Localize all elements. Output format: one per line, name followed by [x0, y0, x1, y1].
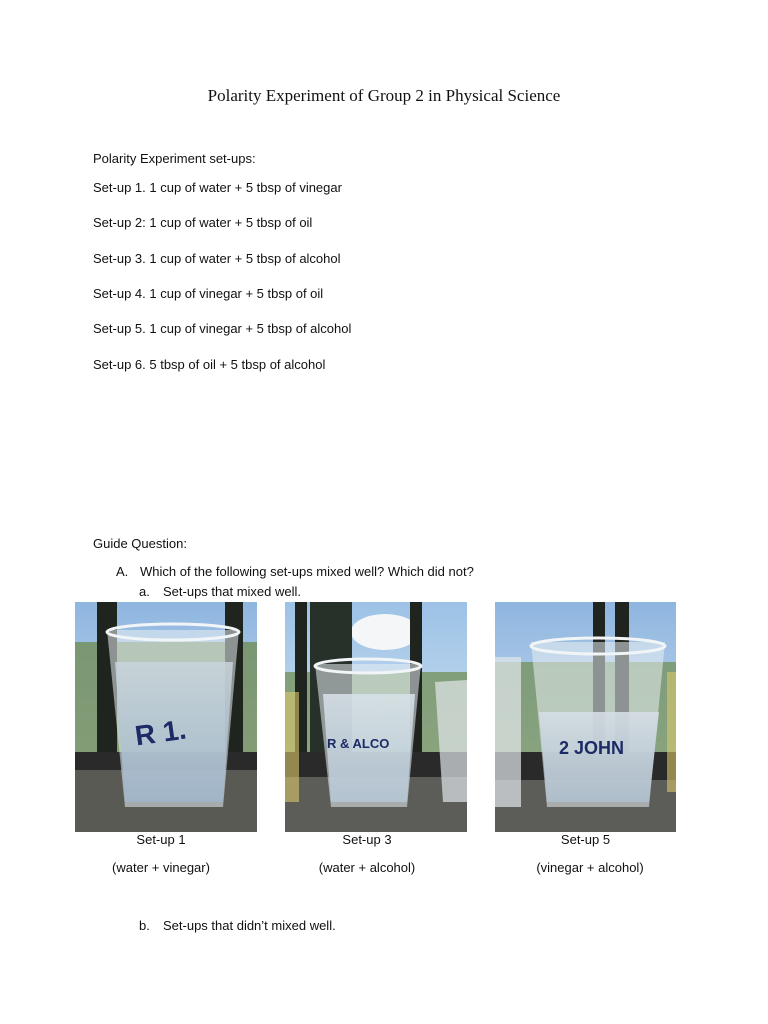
document-title: Polarity Experiment of Group 2 in Physical Science — [207, 86, 561, 105]
subcaption-setup-3: (water + alcohol) — [318, 860, 416, 875]
sub-question-b-marker: b. — [139, 918, 150, 933]
caption-setup-5: Set-up 5 — [560, 832, 611, 847]
sub-question-b-text: Set-ups that didn’t mixed well. — [163, 918, 336, 933]
question-a — [116, 564, 474, 579]
cup-label-setup-3: R & ALCO — [327, 736, 390, 751]
setup-item-2: Set-up 2: 1 cup of water + 5 tbsp of oil — [93, 215, 313, 230]
setup-item-6: Set-up 6. 5 tbsp of oil + 5 tbsp of alcohol — [93, 357, 326, 372]
cup-label-setup-1: R 1. — [133, 713, 189, 752]
question-a-marker: A. — [116, 564, 129, 579]
setup-item-1: Set-up 1. 1 cup of water + 5 tbsp of vinegar — [93, 180, 342, 195]
sub-question-a-text: Set-ups that mixed well. — [163, 584, 302, 599]
setup-item-4: Set-up 4. 1 cup of vinegar + 5 tbsp of oil — [93, 286, 324, 301]
sub-question-a — [139, 584, 301, 599]
photo-setup-1 — [75, 602, 257, 832]
sub-question-a-marker: a. — [139, 584, 150, 599]
caption-setup-1: Set-up 1 — [136, 832, 186, 847]
question-a-text: Which of the following set-ups mixed well? Which did not? — [140, 564, 474, 579]
guide-question-heading: Guide Question: — [93, 536, 187, 551]
subcaption-setup-5: (vinegar + alcohol) — [536, 860, 644, 875]
subcaption-setup-1: (water + vinegar) — [112, 860, 210, 875]
cup-label-setup-5: 2 JOHN — [559, 738, 625, 758]
photo-setup-5 — [495, 602, 676, 832]
sub-question-b — [139, 918, 336, 933]
setup-item-3: Set-up 3. 1 cup of water + 5 tbsp of alcohol — [93, 251, 341, 266]
caption-setup-3: Set-up 3 — [342, 832, 392, 847]
photo-setup-3 — [285, 602, 467, 832]
setups-heading: Polarity Experiment set-ups: — [93, 151, 256, 166]
setup-item-5: Set-up 5. 1 cup of vinegar + 5 tbsp of alcohol — [93, 321, 352, 336]
